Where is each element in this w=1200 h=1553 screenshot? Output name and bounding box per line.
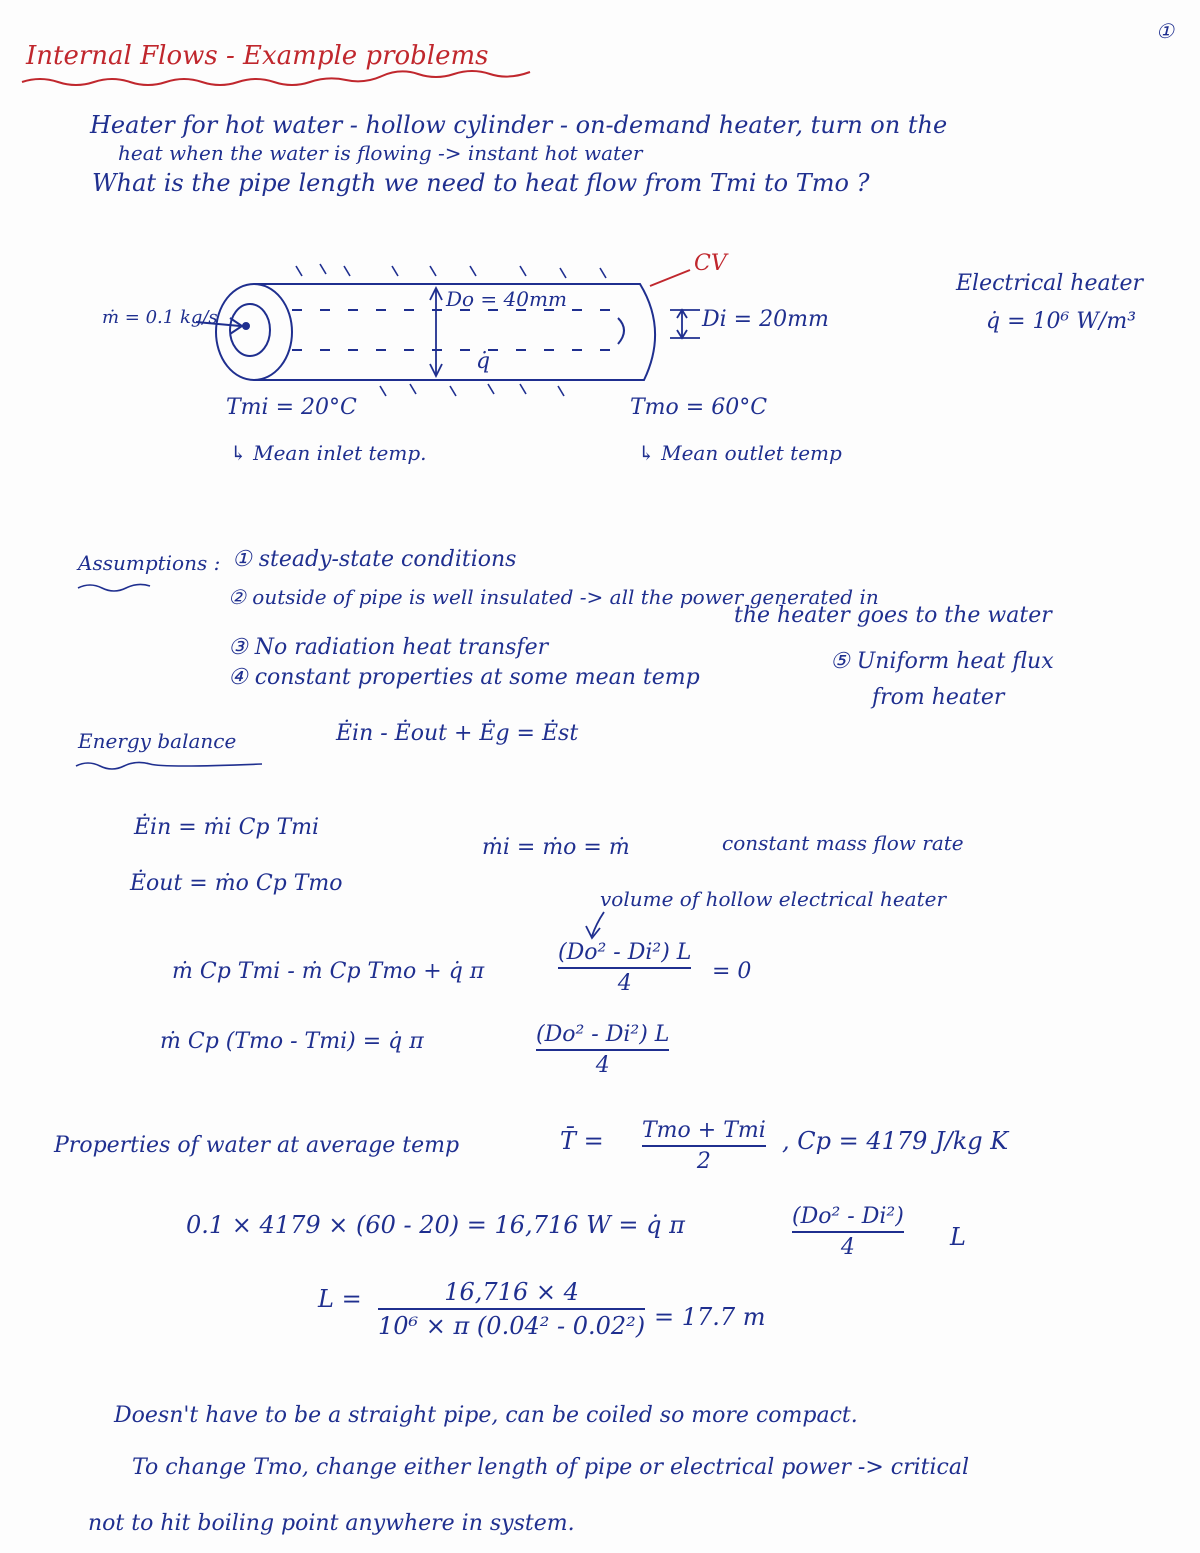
equation-1-numerator: (Do² - Di²) L <box>558 940 692 965</box>
energy-balance-label: Energy balance <box>78 729 237 753</box>
heat-generation-symbol: q̇ <box>476 349 491 374</box>
page-number: ① <box>1156 19 1174 43</box>
intro-line-3: What is the pipe length we need to heat flow from Tmi to Tmo ? <box>92 169 870 197</box>
intro-line-1: Heater for hot water - hollow cylinder - on-demand heater, turn on the <box>90 111 948 139</box>
equation-1-denominator: 4 <box>617 971 632 996</box>
insulation-hatch-top <box>296 264 606 278</box>
length-fraction <box>378 1278 645 1340</box>
outer-diameter-label: Do = 40mm <box>446 287 567 311</box>
properties-label: Properties of water at average temp <box>54 1133 460 1158</box>
heater-title: Electrical heater <box>956 271 1143 296</box>
calculation-denominator: 4 <box>840 1235 855 1260</box>
outlet-temp-label: Tmo = 60°C <box>630 395 768 420</box>
note-3: not to hit boiling point anywhere in system. <box>88 1511 575 1536</box>
inlet-temp-note: ↳ Mean inlet temp. <box>230 441 427 465</box>
di-dimension <box>670 310 700 338</box>
equation-2-left: ṁ Cp (Tmo - Tmi) = q̇ π <box>160 1029 424 1054</box>
specific-heat: , Cp = 4179 J/kg K <box>782 1127 1009 1155</box>
equation-1-right: = 0 <box>712 959 752 984</box>
note-2: To change Tmo, change either length of pipe or electrical power -> critical <box>132 1455 969 1480</box>
assumption-2: ② outside of pipe is well insulated -> all the power generated in <box>228 585 879 609</box>
mass-balance-note: constant mass flow rate <box>722 831 964 855</box>
heater-value: q̇ = 10⁶ W/m³ <box>986 309 1137 334</box>
equation-2-fraction <box>536 1022 669 1078</box>
note-1: Doesn't have to be a straight pipe, can be coiled so more compact. <box>114 1403 858 1428</box>
calculation-numerator: (Do² - Di²) <box>792 1204 904 1229</box>
average-temp-numerator: Tmo + Tmi <box>642 1118 766 1143</box>
length-result: = 17.7 m <box>654 1303 766 1331</box>
average-temp-fraction <box>642 1118 766 1174</box>
calculation-line: 0.1 × 4179 × (60 - 20) = 16,716 W = q̇ π <box>186 1211 685 1239</box>
equation-1-fraction <box>558 940 691 996</box>
equation-2-numerator: (Do² - Di²) L <box>536 1022 670 1047</box>
cv-arrow <box>650 270 690 286</box>
assumptions-label: Assumptions : <box>78 551 221 575</box>
outlet-temp-note: ↳ Mean outlet temp <box>638 441 842 465</box>
title-underline <box>22 71 530 85</box>
insulation-hatch-bottom <box>380 384 564 396</box>
inlet-temp-label: Tmi = 20°C <box>226 395 357 420</box>
energy-balance-equation: Ėin - Ėout + Ėg = Ėst <box>336 721 579 746</box>
equation-1-left: ṁ Cp Tmi - ṁ Cp Tmo + q̇ π <box>172 959 485 984</box>
do-dimension <box>430 288 442 376</box>
assumption-2b: the heater goes to the water <box>734 603 1052 628</box>
assumption-3: ③ No radiation heat transfer <box>228 635 549 660</box>
calculation-length-symbol: L <box>950 1223 966 1251</box>
assumption-4: ④ constant properties at some mean temp <box>228 665 700 690</box>
intro-line-2: heat when the water is flowing -> instant hot water <box>118 141 643 165</box>
assumption-5b: from heater <box>872 685 1005 710</box>
mass-flow-label: ṁ = 0.1 kg/s <box>102 307 218 328</box>
length-denominator: 10⁶ × π (0.04² - 0.02²) <box>378 1312 646 1340</box>
assumption-1: ① steady-state conditions <box>232 547 517 572</box>
length-numerator: 16,716 × 4 <box>444 1278 579 1306</box>
inner-diameter-label: Di = 20mm <box>702 307 829 332</box>
average-temp-symbol: T̄ = <box>560 1127 604 1155</box>
volume-arrow <box>586 912 604 938</box>
energy-underline <box>76 762 262 769</box>
average-temp-denominator: 2 <box>696 1149 711 1174</box>
assumptions-underline <box>78 584 150 591</box>
calculation-fraction <box>792 1204 904 1260</box>
mass-balance: ṁi = ṁo = ṁ <box>482 835 630 860</box>
length-label: L = <box>318 1285 362 1313</box>
page-title: Internal Flows - Example problems <box>26 41 489 71</box>
cv-label: CV <box>694 251 727 276</box>
energy-in: Ėin = ṁi Cp Tmi <box>134 815 320 840</box>
assumption-5: ⑤ Uniform heat flux <box>830 649 1054 674</box>
energy-out: Ėout = ṁo Cp Tmo <box>130 871 343 896</box>
equation-2-denominator: 4 <box>595 1053 610 1078</box>
volume-note: volume of hollow electrical heater <box>600 887 947 911</box>
